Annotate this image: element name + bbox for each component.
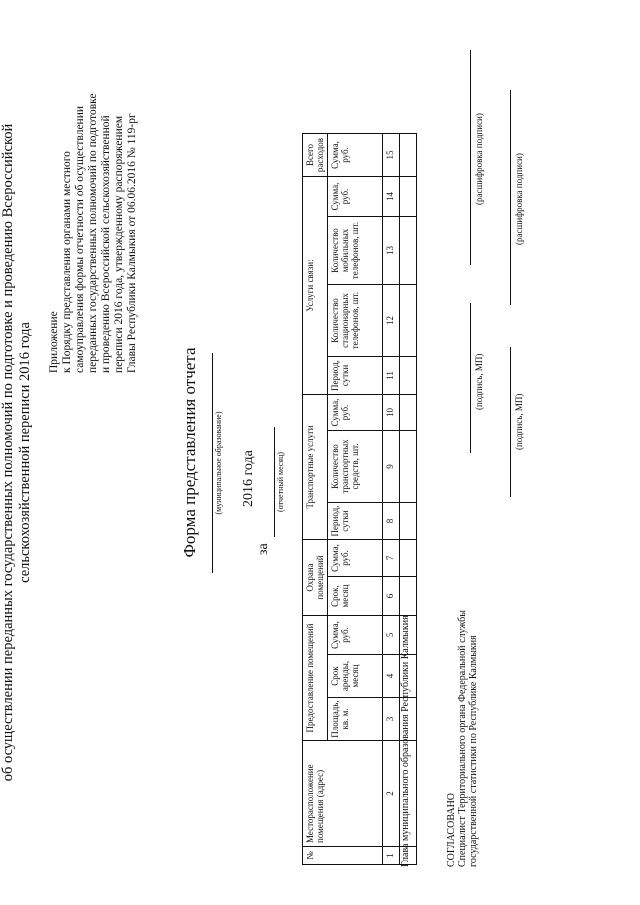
period-prefix: за [256,543,271,555]
agreed-line: СОГЛАСОВАНО [446,792,457,867]
column-number: 3 [383,698,400,741]
subcol-header: Количество транспортных средств, шт. [328,431,383,503]
subcol-header: Период, сутки [328,503,383,540]
table-cell [400,395,417,431]
municipality-line [212,353,213,573]
subcol-header: Срок аренды, месяц [328,655,383,698]
signature-caption: (подпись, МП) [474,353,484,410]
group-premises-header: Предоставление помещений [303,616,328,741]
column-number: 7 [383,540,400,577]
subcol-header: Срок, месяц [328,577,383,616]
group-total-header: Всего расходов [303,134,328,177]
column-number: 1 [383,847,400,865]
decode-caption: (расшифровка подписи) [474,113,484,205]
agreed-line: Специалист Территориального органа Федеральной службы [457,610,468,867]
appendix-line: переписи 2016 года, утвержденному распоряжением [113,115,125,373]
reporting-period [241,450,272,555]
column-number: 15 [383,134,400,177]
column-number: 2 [383,741,400,847]
column-number: 12 [383,285,400,357]
period-line [274,427,275,537]
subcol-header: Сумма, руб. [328,395,383,431]
table-cell [400,134,417,177]
subcol-header: Количество мобильных телефонов, шт. [328,217,383,285]
signature-line [510,347,511,497]
appendix-line: Приложение [48,311,60,373]
table-cell [400,177,417,217]
table-cell [400,540,417,577]
decode-caption: (расшифровка подписи) [514,153,524,245]
header-row-groups [303,134,328,865]
column-number: 9 [383,431,400,503]
column-number-row [383,134,400,865]
form-title: Форма представления отчета [180,347,199,558]
col-location-header: Месторасположение помещения (адрес) [303,741,383,847]
subcol-header: Сумма, руб. [328,177,383,217]
period-year: 2016 года [241,450,256,507]
table-cell [400,217,417,285]
subcol-header: Сумма, руб. [328,616,383,655]
decode-line [470,50,471,265]
decode-line [510,90,511,305]
subcol-header: Период, сутки [328,357,383,395]
column-number: 10 [383,395,400,431]
appendix-line: и проведению Всероссийской сельскохозяйственной [100,115,112,373]
appendix-block [48,93,139,373]
signature-caption: (подпись, МП) [514,393,524,450]
table-cell [400,285,417,357]
column-number: 4 [383,655,400,698]
subtitle-line: сельскохозяйственной переписи 2016 года [17,322,33,583]
appendix-line: самоуправления формы отчетности об осуществлении [74,105,86,373]
column-number: 5 [383,616,400,655]
agreed-block [446,610,479,867]
column-number: 13 [383,217,400,285]
subcol-header: Сумма, руб. [328,540,383,577]
signature-line [470,303,471,453]
municipality-caption: (муниципальное образование) [214,411,223,515]
table-cell [400,357,417,395]
group-transport-header: Транспортные услуги [303,395,328,540]
group-security-header: Охрана помещений [303,540,328,616]
appendix-line: переданных государственных полномочий по подготовке [87,93,99,373]
table-cell [400,431,417,503]
appendix-line: к Порядку представления органами местного [61,151,73,373]
subcol-header: Количество стационарных телефонов, шт. [328,285,383,357]
subcol-header: Площадь, кв. м. [328,698,383,741]
column-number: 6 [383,577,400,616]
form-subtitle [0,0,34,905]
group-communication-header: Услуги связи: [303,177,328,395]
table-cell [400,577,417,616]
head-of-municipality-label: Глава муниципального образования Республики Калмыкия [400,615,411,867]
column-number: 14 [383,177,400,217]
subtitle-line: об осуществлении переданных государственных полномочий по подготовке и проведению Всероссийской [0,123,16,782]
table-cell [400,503,417,540]
column-number: 11 [383,357,400,395]
column-number: 8 [383,503,400,540]
subcol-header: Сумма, руб. [328,134,383,177]
agreed-line: государственной статистики по Республике Калмыкия [468,635,479,867]
period-caption: (отчетный месяц) [276,451,285,513]
appendix-line: Главы Республики Калмыкия от 06.06.2016 № 119-рг [126,113,138,373]
col-no-header: № [303,847,383,865]
